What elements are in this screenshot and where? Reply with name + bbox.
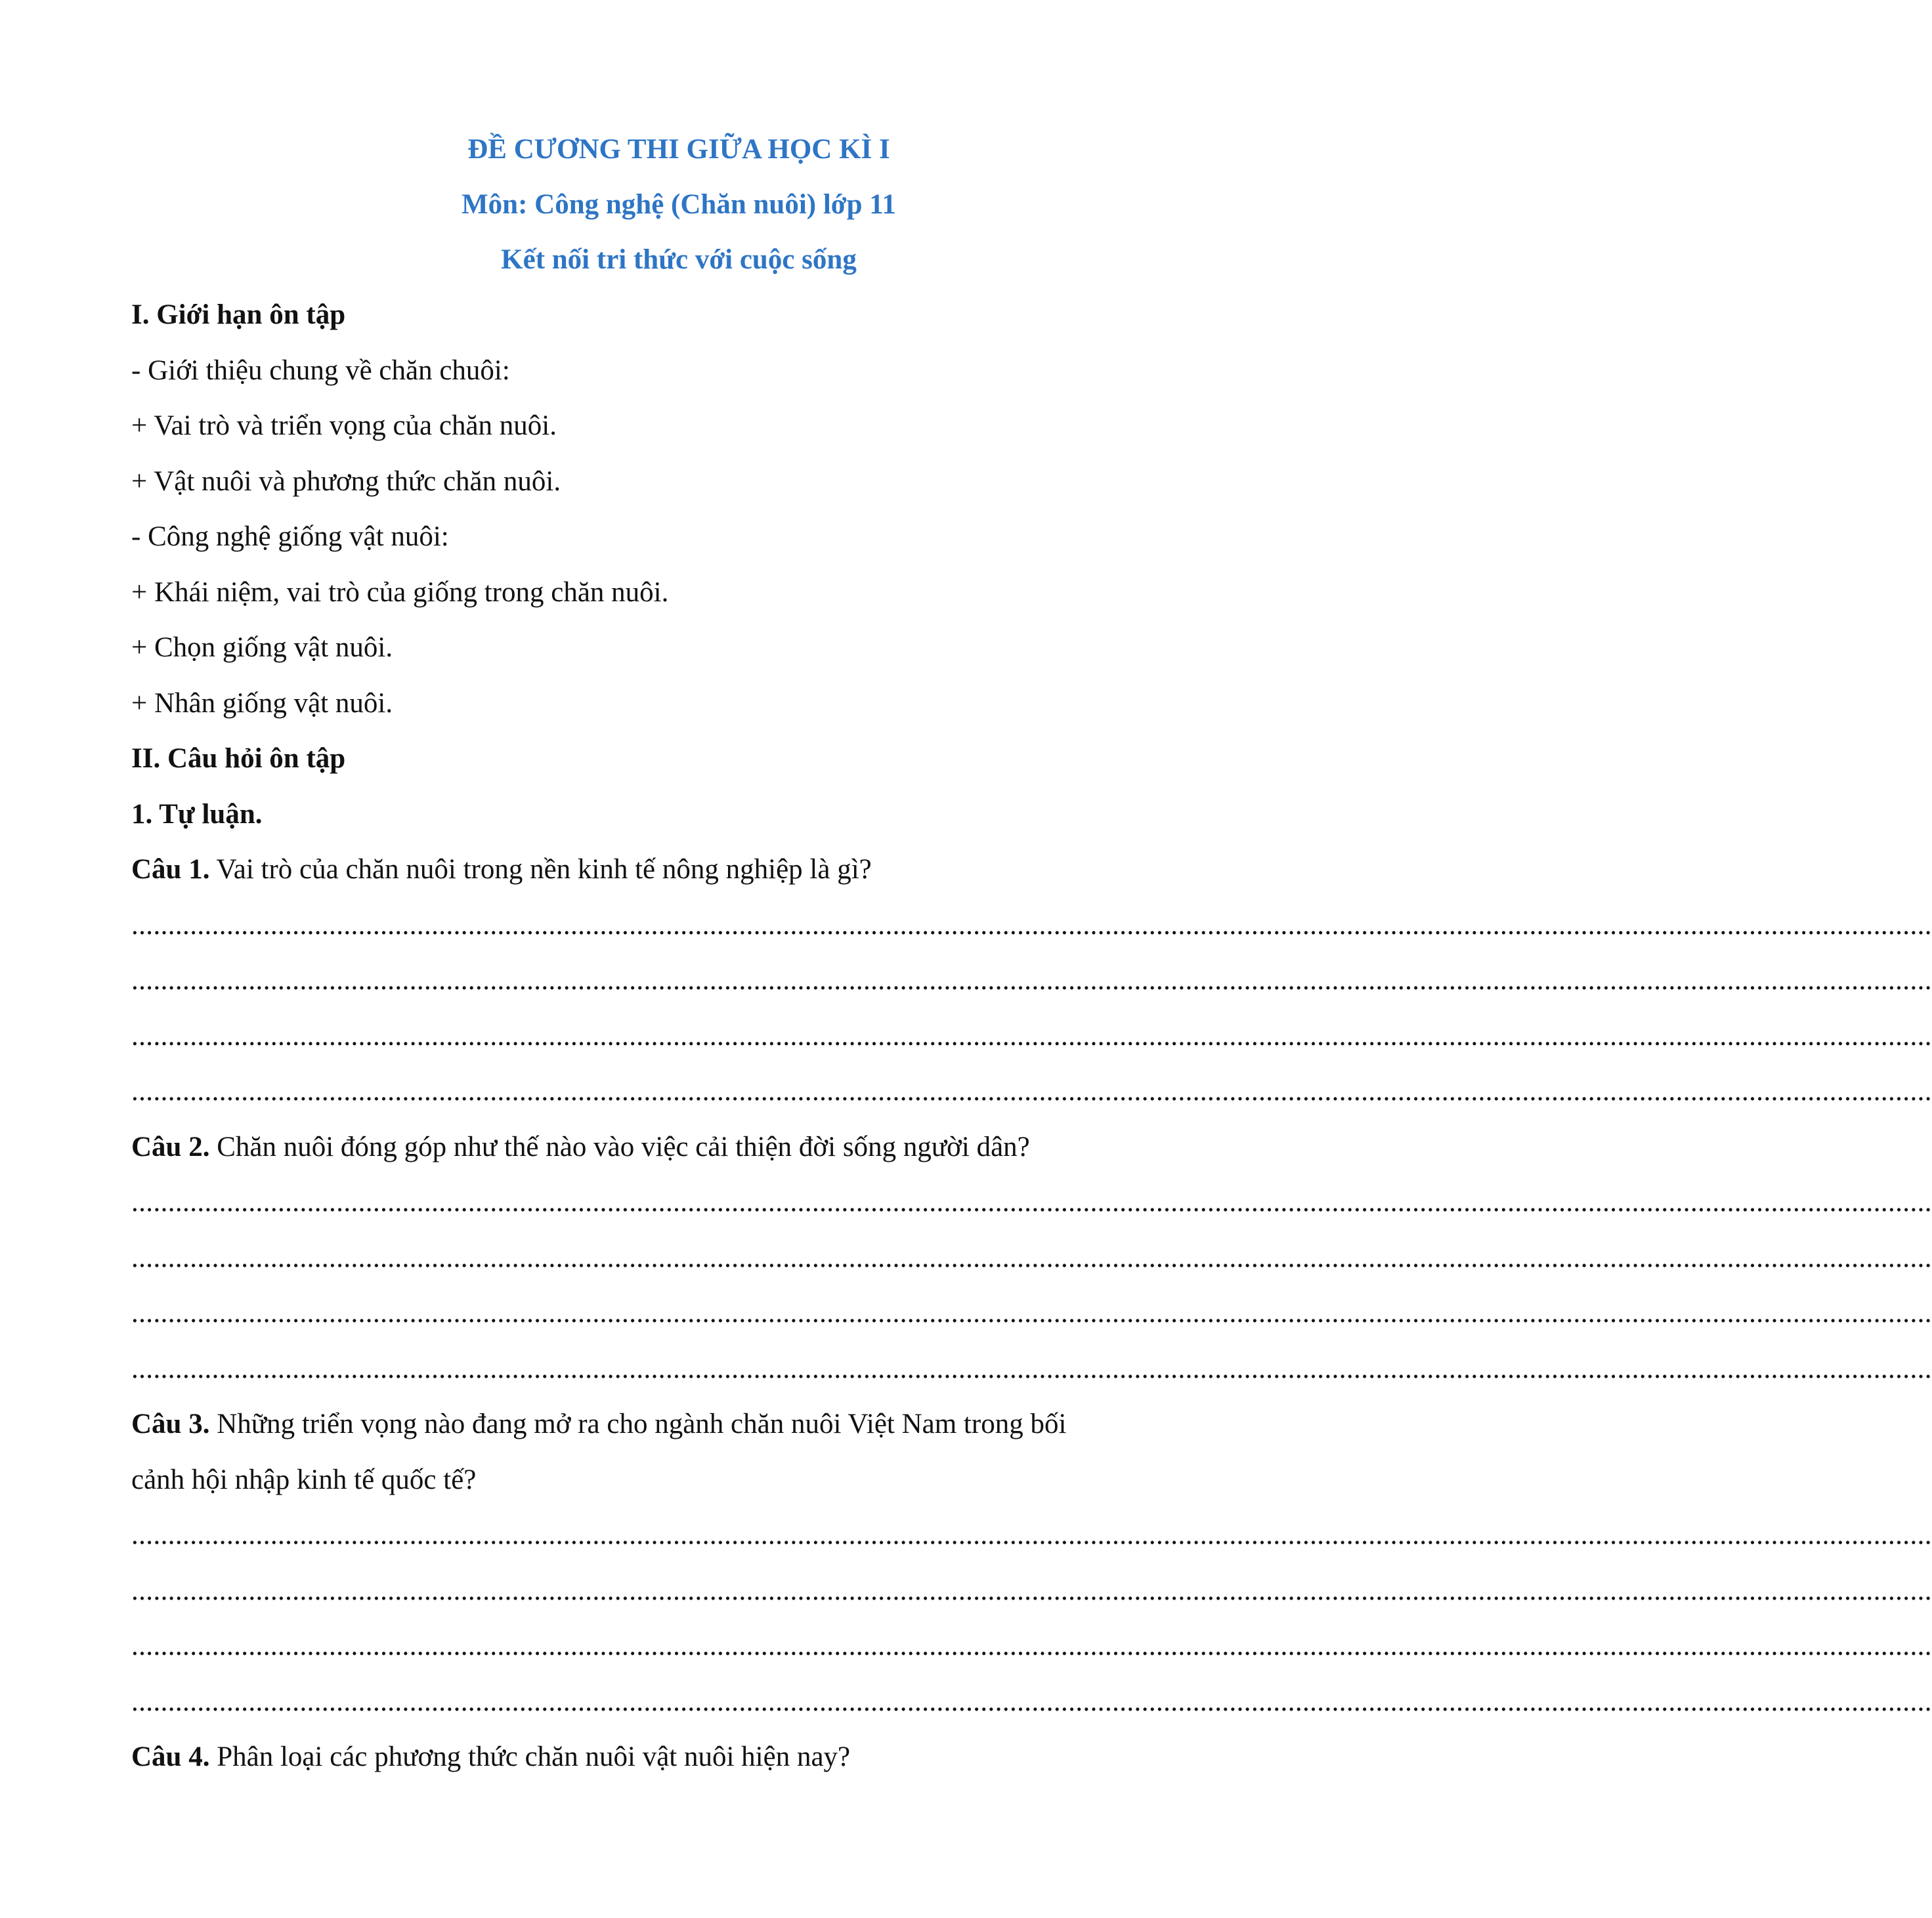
question-3 xyxy=(131,1397,1228,1453)
document-series: Kết nối tri thức với cuộc sống xyxy=(501,244,857,275)
question-1 xyxy=(131,842,1228,898)
subsection-heading-essay: 1. Tự luận. xyxy=(131,798,263,830)
answer-line[interactable]: ...................................................................................................................................................................................................................................................... xyxy=(131,1686,1932,1717)
answer-line[interactable]: ...................................................................................................................................................................................................................................................... xyxy=(131,1076,1932,1107)
section-heading-review-scope: I. Giới hạn ôn tập xyxy=(131,299,346,330)
answer-line[interactable]: ...................................................................................................................................................................................................................................................... xyxy=(131,965,1932,996)
question-label: Câu 3. xyxy=(131,1409,210,1439)
question-text: Những triển vọng nào đang mở ra cho ngành chăn nuôi Việt Nam trong bối xyxy=(209,1409,1067,1439)
question-2 xyxy=(131,1120,1228,1176)
answer-line[interactable]: ...................................................................................................................................................................................................................................................... xyxy=(131,909,1932,941)
question-4 xyxy=(131,1730,1228,1785)
question-text: Vai trò của chăn nuôi trong nền kinh tế nông nghiệp là gì? xyxy=(209,854,872,885)
answer-line[interactable]: ...................................................................................................................................................................................................................................................... xyxy=(131,1298,1932,1329)
answer-line[interactable]: ...................................................................................................................................................................................................................................................... xyxy=(131,1020,1932,1052)
question-label: Câu 1. xyxy=(131,854,210,885)
document-header xyxy=(0,122,1358,288)
document-title: ĐỀ CƯƠNG THI GIỮA HỌC KÌ I xyxy=(467,134,890,165)
list-item: - Công nghệ giống vật nuôi: xyxy=(131,521,449,552)
answer-line[interactable]: ...................................................................................................................................................................................................................................................... xyxy=(131,1520,1932,1550)
question-label: Câu 2. xyxy=(131,1131,210,1162)
answer-line[interactable]: ...................................................................................................................................................................................................................................................... xyxy=(131,1187,1932,1218)
list-item: + Chọn giống vật nuôi. xyxy=(131,632,393,663)
question-text: Phân loại các phương thức chăn nuôi vật nuôi hiện nay? xyxy=(209,1741,851,1772)
answer-line[interactable]: ...................................................................................................................................................................................................................................................... xyxy=(131,1242,1932,1273)
section-heading-review-questions: II. Câu hỏi ôn tập xyxy=(131,743,346,774)
question-3-continuation: cảnh hội nhập kinh tế quốc tế? xyxy=(131,1464,477,1495)
document-body xyxy=(131,288,1932,1785)
question-text: Chăn nuôi đóng góp như thế nào vào việc cải thiện đời sống người dân? xyxy=(209,1131,1030,1162)
list-item: + Nhân giống vật nuôi. xyxy=(131,687,393,719)
answer-line[interactable]: ...................................................................................................................................................................................................................................................... xyxy=(131,1575,1932,1606)
answer-line[interactable]: ...................................................................................................................................................................................................................................................... xyxy=(131,1630,1932,1661)
list-item: - Giới thiệu chung về chăn chuôi: xyxy=(131,354,510,386)
answer-line[interactable]: ...................................................................................................................................................................................................................................................... xyxy=(131,1353,1932,1384)
list-item: + Vật nuôi và phương thức chăn nuôi. xyxy=(131,465,561,497)
list-item: + Vai trò và triển vọng của chăn nuôi. xyxy=(131,410,557,441)
list-item: + Khái niệm, vai trò của giống trong chăn nuôi. xyxy=(131,576,669,608)
document-subject: Môn: Công nghệ (Chăn nuôi) lớp 11 xyxy=(462,189,896,220)
question-label: Câu 4. xyxy=(131,1741,210,1772)
